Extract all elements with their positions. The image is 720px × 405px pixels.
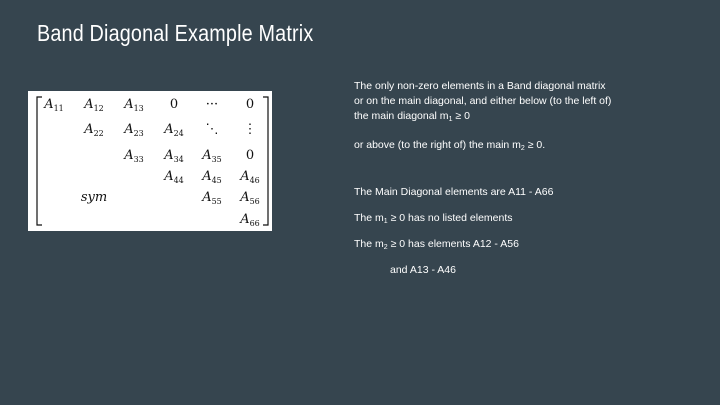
matrix-cell: $A_{56}$ bbox=[240, 190, 260, 206]
matrix-cell: $A_{24}$ bbox=[164, 122, 184, 138]
m2-note: The $m_2 \ge 0$ has elements A12 - A56 bbox=[354, 238, 519, 251]
matrix-cell: $A_{11}$ bbox=[44, 97, 64, 113]
m2-note-continued: and A13 - A46 bbox=[390, 264, 456, 276]
matrix-cell: ⋱ bbox=[205, 122, 219, 137]
matrix-cell: $A_{45}$ bbox=[202, 169, 222, 185]
matrix-cell: $A_{66}$ bbox=[240, 212, 260, 228]
matrix-cell: $A_{55}$ bbox=[202, 190, 222, 206]
matrix-cell: $A_{46}$ bbox=[240, 169, 260, 185]
matrix-cell: $A_{22}$ bbox=[84, 122, 104, 138]
matrix-cell: $A_{23}$ bbox=[124, 122, 144, 138]
matrix-cell: $A_{12}$ bbox=[84, 97, 104, 113]
description-text bbox=[354, 79, 614, 278]
m1-note: The $m_1 \ge 0$ has no listed elements bbox=[354, 212, 513, 225]
matrix-cell: ··· bbox=[205, 97, 219, 112]
left-bracket bbox=[37, 97, 42, 225]
band-matrix bbox=[28, 91, 272, 231]
matrix-cell: $A_{33}$ bbox=[124, 148, 144, 164]
right-bracket bbox=[263, 97, 268, 225]
matrix-cell: 0 bbox=[169, 97, 179, 112]
band-definition: The only non-zero elements in a Band diagonal matrix or on the main diagonal, and either below (to the left of) the main diagonal $m_1 \ge 0$ bbox=[354, 80, 612, 123]
main-diagonal-note: The Main Diagonal elements are A11 - A66 bbox=[354, 186, 554, 198]
matrix-cell: $A_{44}$ bbox=[164, 169, 184, 185]
matrix-cell: sym bbox=[80, 190, 108, 205]
matrix-cell: 0 bbox=[245, 148, 255, 163]
matrix-cell: $A_{34}$ bbox=[164, 148, 184, 164]
matrix-cell: ⋮ bbox=[243, 122, 257, 137]
upper-band-definition: or above (to the right of) the main $m_2 \ge 0$. bbox=[354, 139, 546, 152]
matrix-image bbox=[28, 91, 272, 231]
matrix-cell: $A_{35}$ bbox=[202, 148, 222, 164]
slide-title: Band Diagonal Example Matrix bbox=[37, 20, 314, 46]
matrix-cell: 0 bbox=[245, 97, 255, 112]
matrix-cell: $A_{13}$ bbox=[124, 97, 144, 113]
